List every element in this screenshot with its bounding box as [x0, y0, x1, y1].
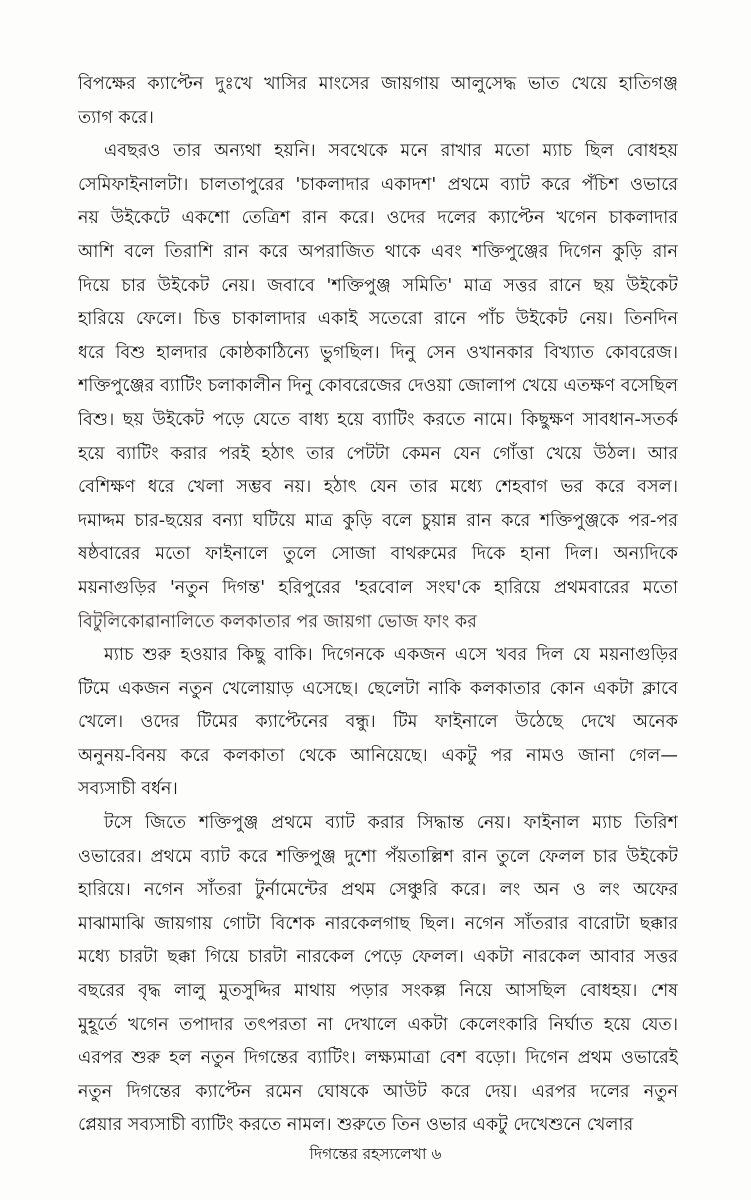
text-line: ময়নাগুড়ির 'নতুন দিগন্ত' হরিপুরের 'হরবোল সংঘ'কে হারিয়ে প্রথমবারের মতো	[78, 577, 678, 598]
text-line: এবছরও তার অন্যথা হয়নি। সবথেকে মনে রাখার মতো ম্যাচ ছিল বোধহয়	[104, 141, 678, 162]
text-line: বিটুলিকোৱানালিতে কলকাতার পর জায়গা ভোজ ফাং কর	[78, 611, 477, 632]
text-line: হারিয়ে। নগেন সাঁতরা টুর্নামেন্টের প্রথম সেঞ্চুরি করে। লং অন ও লং অফের	[78, 880, 678, 901]
text-line: আশি বলে তিরাশি রান করে অপরাজিত থাকে এবং শক্তিপুঞ্জের দিগেন কুড়ি রান	[78, 241, 678, 262]
paragraph	[78, 807, 678, 1143]
body-text	[78, 68, 678, 1143]
text-line: হয়ে ব্যাটিং করার পরই হঠাৎ তার পেটটা কেমন যেন গোঁত্তা খেয়ে উঠল। আর	[78, 443, 678, 464]
text-line: দিয়ে চার উইকেট নেয়। জবাবে 'শক্তিপুঞ্জ সমিতি' মাত্র সত্তর রানে ছয় উইকেট	[78, 275, 678, 296]
text-line: ম্যাচ শুরু হওয়ার কিছু বাকি। দিগেনকে একজন এসে খবর দিল যে ময়নাগুড়ির	[104, 645, 678, 666]
text-line: বিপক্ষের ক্যাপ্টেন দুঃখে খাসির মাংসের জায়গায় আলুসেদ্ধ ভাত খেয়ে হাতিগঞ্জ	[78, 74, 678, 94]
text-line: বছরের বৃদ্ধ লালু মুতসুদ্দির মাথায় পড়ার সংকল্প নিয়ে আসছিল বোধহয়। শেষ	[78, 981, 678, 1002]
text-line: টসে জিতে শক্তিপুঞ্জ প্রথমে ব্যাট করার সিদ্ধান্ত নেয়। ফাইনাল ম্যাচ তিরিশ	[104, 813, 678, 834]
paragraph	[78, 639, 678, 807]
text-line: মাঝামাঝি জায়গায় গোটা বিশেক নারকেলগাছ ছিল। নগেন সাঁতরার বারোটা ছক্কার	[78, 913, 678, 934]
text-line: হারিয়ে ফেলে। চিত্ত চাকালাদার একাই সতেরো রানে পাঁচ উইকেট নেয়। তিনদিন	[78, 309, 678, 330]
text-line: সব্যসাচী বর্ধন।	[78, 779, 178, 800]
text-line: অনুনয়-বিনয় করে কলকাতা থেকে আনিয়েছে। একটু পর নামও জানা গেল—	[78, 745, 678, 766]
text-line: খেলে। ওদের টিমের ক্যাপ্টেনের বন্ধু। টিম ফাইনালে উঠেছে দেখে অনেক	[78, 712, 678, 733]
paragraph	[78, 68, 678, 135]
text-line: বিশু। ছয় উইকেট পড়ে যেতে বাধ্য হয়ে ব্যাটিং করতে নামে। কিছুক্ষণ সাবধান-সতর্ক	[78, 409, 678, 430]
text-line: প্লেয়ার সব্যসাচী ব্যাটিং করতে নামল। শুরুতে তিন ওভার একটু দেখেশুনে খেলার	[78, 1115, 634, 1136]
text-line: ষষ্ঠবারের মতো ফাইনালে তুলে সোজা বাথরুমের দিকে হানা দিল। অন্যদিকে	[78, 544, 678, 565]
page-footer: দিগন্তের রহস্যলেখা ৬	[309, 1145, 442, 1163]
text-line: সেমিফাইনালটা। চালতাপুরের 'চাকলাদার একাদশ' প্রথমে ব্যাট করে পঁচিশ ওভারে	[78, 174, 678, 195]
paragraph	[78, 135, 678, 639]
text-line: ত্যাগ করে।	[78, 107, 154, 128]
text-line: ওভারের। প্রথমে ব্যাট করে শক্তিপুঞ্জ দুশো পঁয়তাল্লিশ রান তুলে ফেলল চার উইকেট	[78, 846, 678, 867]
text-line: দমাদ্দম চার-ছয়ের বন্যা ঘটিয়ে মাত্র কুড়ি বলে চুয়ান্ন রান করে শক্তিপুঞ্জকে পর-পর	[78, 510, 678, 531]
text-line: মুহূর্তে খগেন তপাদার তৎপরতা না দেখালে একটা কেলেংকারি নির্ঘাত হয়ে যেত।	[78, 1014, 678, 1035]
text-line: টিমে একজন নতুন খেলোয়াড় এসেছে। ছেলেটা নাকি কলকাতার কোন একটা ক্লাবে	[78, 678, 678, 699]
text-line: বেশিক্ষণ ধরে খেলা সম্ভব নয়। হঠাৎ যেন তার মধ্যে শেহবাগ ভর করে বসল।	[78, 477, 678, 498]
text-line: ধরে বিশু হালদার কোষ্ঠকাঠিন্যে ভুগছিল। দিনু সেন ওখানকার বিখ্যাত কোবরেজ।	[78, 342, 678, 363]
text-line: শক্তিপুঞ্জের ব্যাটিং চলাকালীন দিনু কোবরেজের দেওয়া জোলাপ খেয়ে এতক্ষণ বসেছিল	[78, 376, 678, 397]
text-line: এরপর শুরু হল নতুন দিগন্তের ব্যাটিং। লক্ষ্যমাত্রা বেশ বড়ো। দিগেন প্রথম ওভারেই	[78, 1048, 678, 1069]
text-line: নতুন দিগন্তের ক্যাপ্টেন রমেন ঘোষকে আউট করে দেয়। এরপর দলের নতুন	[78, 1081, 678, 1102]
text-line: নয় উইকেটে একশো তেত্রিশ রান করে। ওদের দলের ক্যাপ্টেন খগেন চাকলাদার	[78, 208, 678, 229]
text-line: মধ্যে চারটা ছক্কা গিয়ে চারটা নারকেল পেড়ে ফেলল। একটা নারকেল আবার সত্তর	[78, 947, 678, 968]
